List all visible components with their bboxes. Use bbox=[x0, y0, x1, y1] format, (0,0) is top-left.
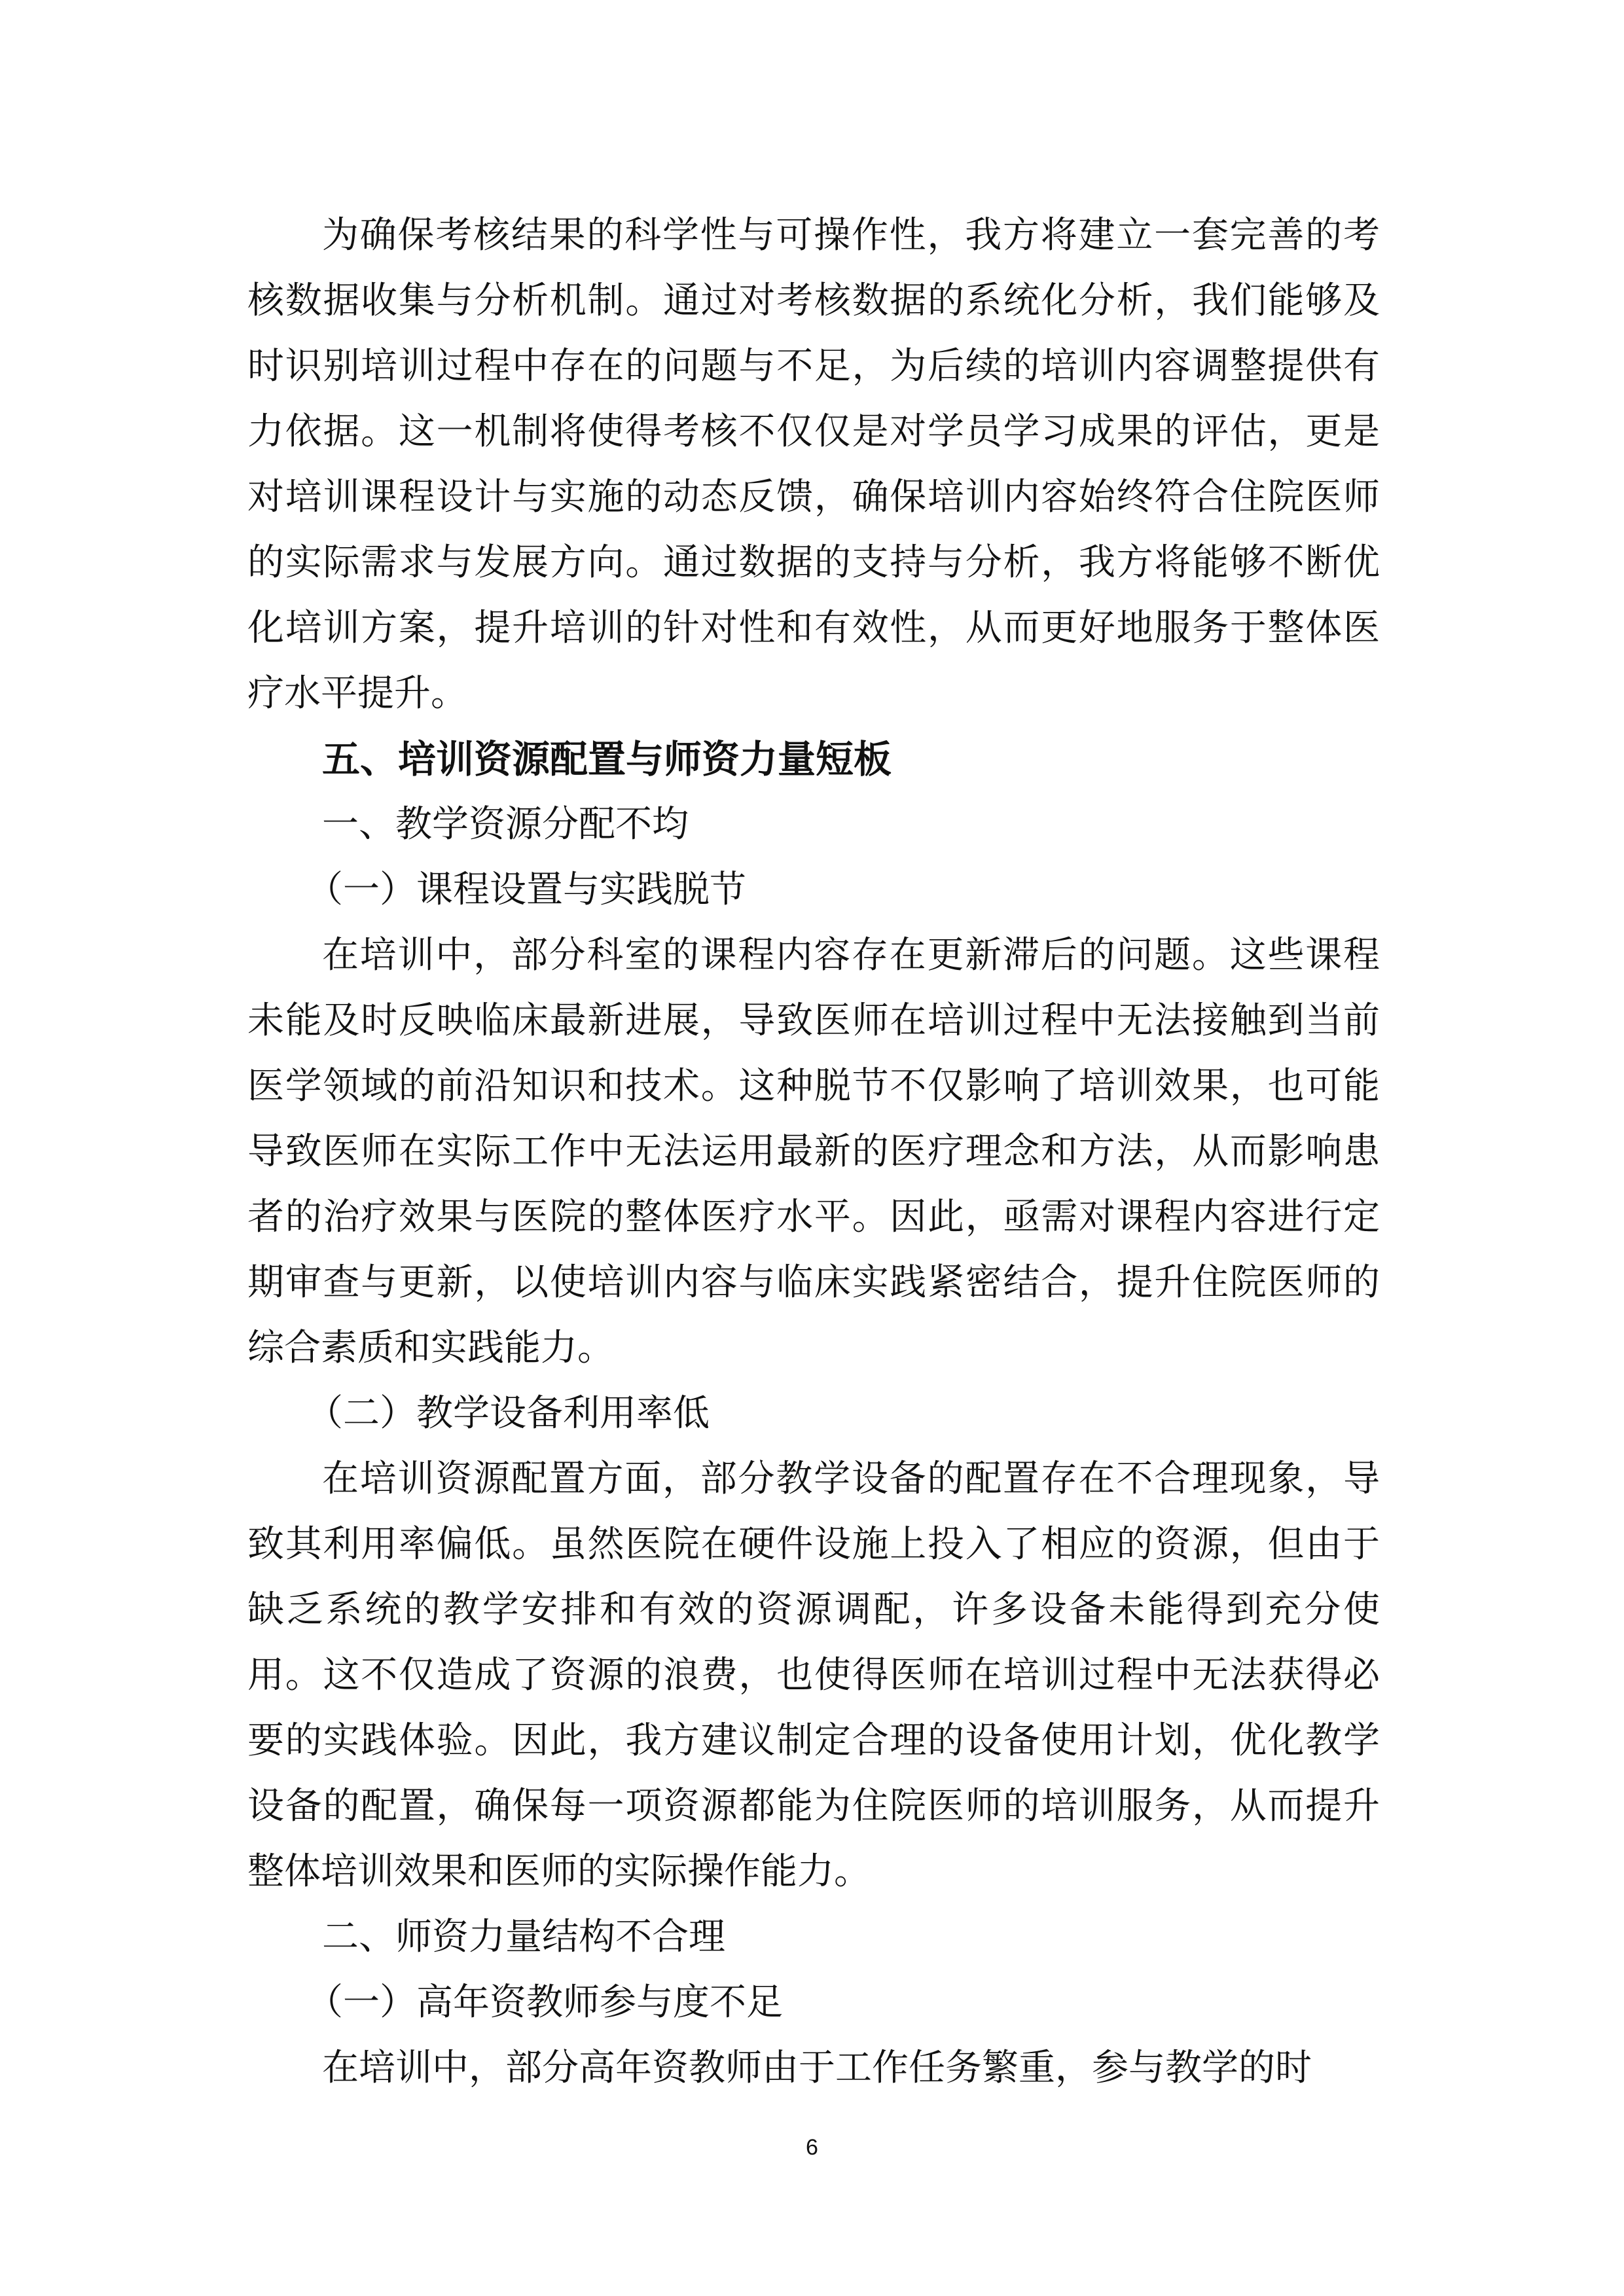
body-paragraph: 在培训中，部分科室的课程内容存在更新滞后的问题。这些课程未能及时反映临床最新进展，导致医师在培训过程中无法接触到当前医学领域的前沿知识和技术。这种脱节不仅影响了培训效果，也可能导致医师在实际工作中无法运用最新的医疗理念和方法，从而影响患者的治疗效果与医院的整体医疗水平。因此，亟需对课程内容进行定期审查与更新，以使培训内容与临床实践紧密结合，提升住院医师的综合素质和实践能力。 bbox=[247, 934, 1380, 1369]
page-number: 6 bbox=[806, 2135, 818, 2160]
document-page bbox=[247, 203, 1380, 2101]
subsection-heading: 一、教学资源分配不均 bbox=[322, 803, 689, 846]
body-paragraph: 在培训资源配置方面，部分教学设备的配置存在不合理现象，导致其利用率偏低。虽然医院在硬件设施上投入了相应的资源，但由于缺乏系统的教学安排和有效的资源调配，许多设备未能得到充分使用。这不仅造成了资源的浪费，也使得医师在培训过程中无法获得必要的实践体验。因此，我方建议制定合理的设备使用计划，优化教学设备的配置，确保每一项资源都能为住院医师的培训服务，从而提升整体培训效果和医师的实际操作能力。 bbox=[247, 1458, 1380, 1893]
subsubsection-heading: （一）课程设置与实践脱节 bbox=[306, 869, 746, 911]
subsubsection-heading: （一）高年资教师参与度不足 bbox=[306, 1981, 783, 2024]
body-paragraph: 在培训中，部分高年资教师由于工作任务繁重，参与教学的时 bbox=[322, 2047, 1312, 2089]
section-heading: 五、培训资源配置与师资力量短板 bbox=[322, 737, 892, 781]
subsubsection-heading: （二）教学设备利用率低 bbox=[306, 1392, 710, 1435]
body-paragraph: 为确保考核结果的科学性与可操作性，我方将建立一套完善的考核数据收集与分析机制。通过对考核数据的系统化分析，我们能够及时识别培训过程中存在的问题与不足，为后续的培训内容调整提供有力依据。这一机制将使得考核不仅仅是对学员学习成果的评估，更是对培训课程设计与实施的动态反馈，确保培训内容始终符合住院医师的实际需求与发展方向。通过数据的支持与分析，我方将能够不断优化培训方案，提升培训的针对性和有效性，从而更好地服务于整体医疗水平提升。 bbox=[247, 214, 1380, 715]
subsection-heading: 二、师资力量结构不合理 bbox=[322, 1916, 725, 1958]
